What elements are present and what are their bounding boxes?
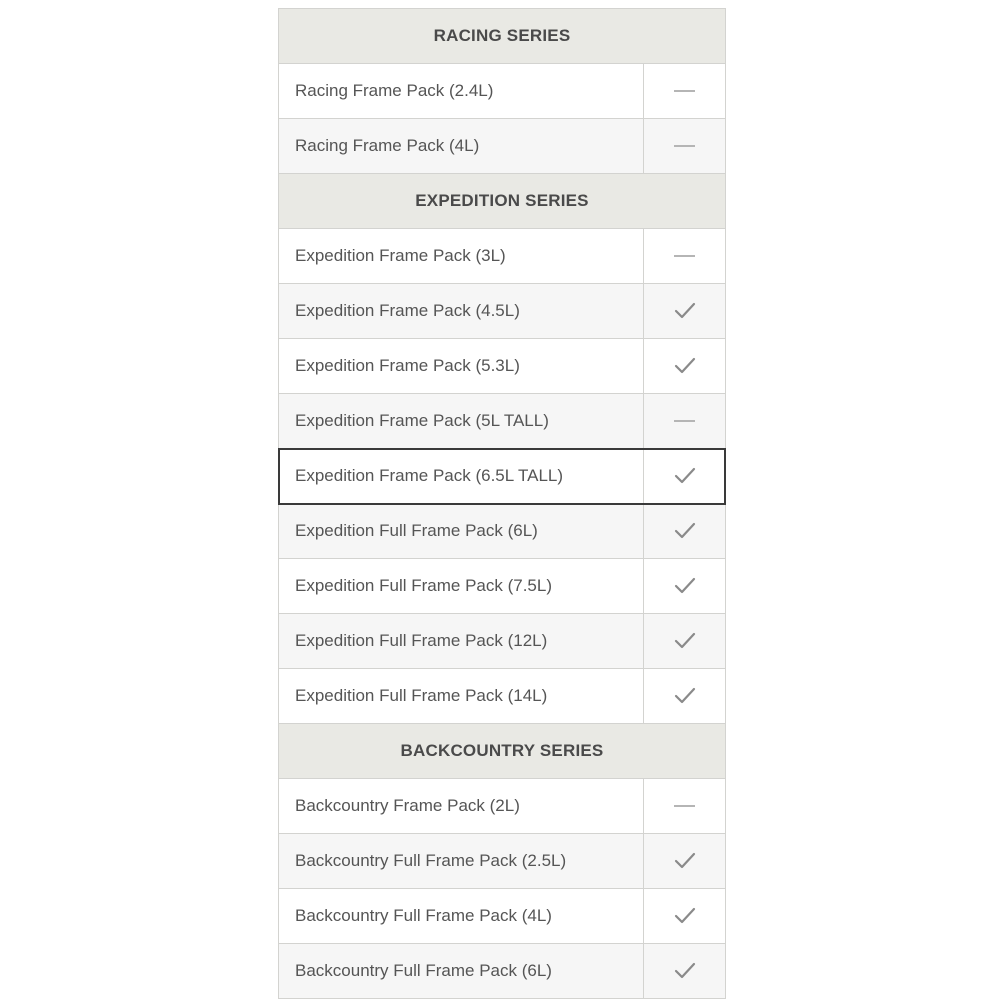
table-row[interactable] — [279, 64, 725, 119]
checkmark-icon — [674, 522, 696, 540]
product-name: Expedition Frame Pack (6.5L TALL) — [279, 449, 644, 503]
product-name: Expedition Full Frame Pack (12L) — [279, 614, 644, 668]
table-row[interactable] — [279, 614, 725, 669]
product-name: Expedition Frame Pack (5.3L) — [279, 339, 644, 393]
table-row[interactable] — [279, 834, 725, 889]
section-header: EXPEDITION SERIES — [279, 174, 725, 229]
product-name: Expedition Full Frame Pack (7.5L) — [279, 559, 644, 613]
table-row[interactable] — [279, 339, 725, 394]
compatibility-cell — [644, 339, 725, 393]
table-row[interactable] — [279, 504, 725, 559]
checkmark-icon — [674, 632, 696, 650]
compatibility-cell — [644, 614, 725, 668]
dash-icon — [674, 420, 695, 422]
table-row[interactable] — [279, 449, 725, 504]
table-row[interactable] — [279, 394, 725, 449]
table-body — [279, 9, 725, 999]
compatibility-cell — [644, 394, 725, 448]
dash-icon — [674, 255, 695, 257]
compatibility-cell — [644, 779, 725, 833]
product-name: Racing Frame Pack (2.4L) — [279, 64, 644, 118]
compatibility-cell — [644, 119, 725, 173]
compatibility-table — [278, 8, 726, 999]
compatibility-cell — [644, 944, 725, 998]
checkmark-icon — [674, 852, 696, 870]
product-name: Backcountry Full Frame Pack (2.5L) — [279, 834, 644, 888]
product-name: Racing Frame Pack (4L) — [279, 119, 644, 173]
checkmark-icon — [674, 577, 696, 595]
table-row[interactable] — [279, 889, 725, 944]
dash-icon — [674, 805, 695, 807]
checkmark-icon — [674, 357, 696, 375]
product-name: Expedition Frame Pack (4.5L) — [279, 284, 644, 338]
product-name: Expedition Full Frame Pack (6L) — [279, 504, 644, 558]
table-row[interactable] — [279, 669, 725, 724]
product-name: Expedition Full Frame Pack (14L) — [279, 669, 644, 723]
compatibility-cell — [644, 64, 725, 118]
product-name: Expedition Frame Pack (5L TALL) — [279, 394, 644, 448]
compatibility-cell — [644, 559, 725, 613]
dash-icon — [674, 145, 695, 147]
product-name: Backcountry Full Frame Pack (6L) — [279, 944, 644, 998]
table-row[interactable] — [279, 119, 725, 174]
table-row[interactable] — [279, 229, 725, 284]
section-header: BACKCOUNTRY SERIES — [279, 724, 725, 779]
checkmark-icon — [674, 687, 696, 705]
compatibility-cell — [644, 889, 725, 943]
section-header: RACING SERIES — [279, 9, 725, 64]
compatibility-cell — [644, 449, 725, 503]
product-name: Backcountry Full Frame Pack (4L) — [279, 889, 644, 943]
table-row[interactable] — [279, 559, 725, 614]
compatibility-cell — [644, 834, 725, 888]
table-row[interactable] — [279, 944, 725, 999]
compatibility-cell — [644, 504, 725, 558]
dash-icon — [674, 90, 695, 92]
compatibility-cell — [644, 229, 725, 283]
table-row[interactable] — [279, 284, 725, 339]
checkmark-icon — [674, 907, 696, 925]
product-name: Backcountry Frame Pack (2L) — [279, 779, 644, 833]
checkmark-icon — [674, 302, 696, 320]
compatibility-cell — [644, 284, 725, 338]
compatibility-cell — [644, 669, 725, 723]
checkmark-icon — [674, 962, 696, 980]
product-name: Expedition Frame Pack (3L) — [279, 229, 644, 283]
checkmark-icon — [674, 467, 696, 485]
table-row[interactable] — [279, 779, 725, 834]
